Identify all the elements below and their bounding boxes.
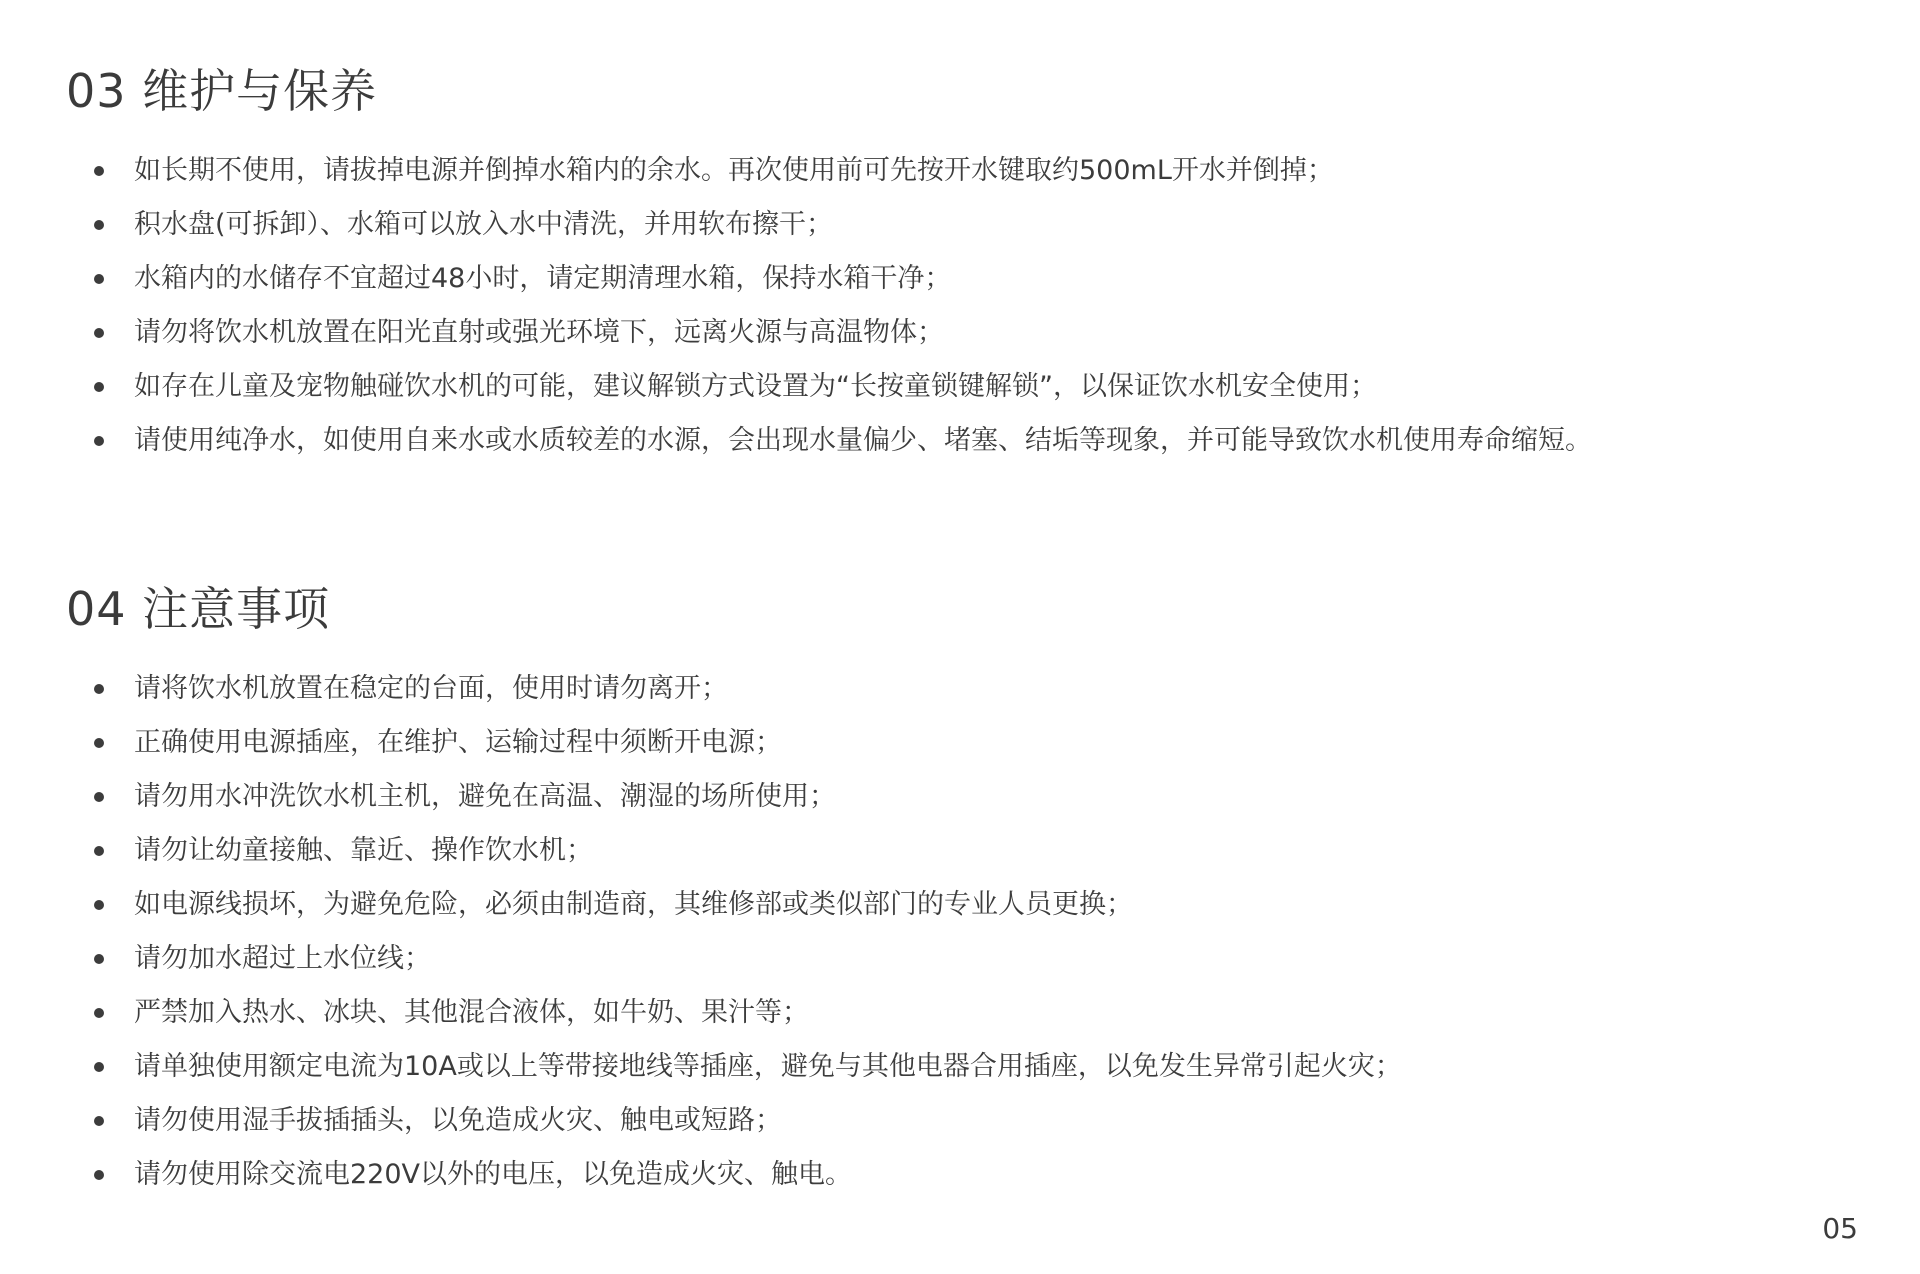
list-item <box>66 932 1846 986</box>
list-item <box>66 716 1846 770</box>
maintenance-list <box>66 144 1846 468</box>
bullet-icon <box>94 1062 104 1072</box>
list-item-text: 请勿使用除交流电220V以外的电压，以免造成火灾、触电。 <box>134 1159 853 1190</box>
section-title: 03 维护与保养 <box>66 64 378 118</box>
bullet-icon <box>94 846 104 856</box>
section-maintenance <box>66 64 1846 468</box>
list-item <box>66 824 1846 878</box>
section-title: 04 注意事项 <box>66 582 331 636</box>
list-item <box>66 770 1846 824</box>
list-item <box>66 878 1846 932</box>
bullet-icon <box>94 220 104 230</box>
list-item-text: 正确使用电源插座，在维护、运输过程中须断开电源； <box>134 727 782 758</box>
list-item-text: 请将饮水机放置在稳定的台面，使用时请勿离开； <box>134 673 728 704</box>
list-item-text: 请勿让幼童接触、靠近、操作饮水机； <box>134 835 593 866</box>
bullet-icon <box>94 1170 104 1180</box>
bullet-icon <box>94 684 104 694</box>
bullet-icon <box>94 900 104 910</box>
bullet-icon <box>94 738 104 748</box>
list-item-text: 请勿加水超过上水位线； <box>134 943 431 974</box>
list-item <box>66 306 1846 360</box>
list-item-text: 请勿用水冲洗饮水机主机，避免在高温、潮湿的场所使用； <box>134 781 836 812</box>
precautions-list <box>66 662 1846 1202</box>
bullet-icon <box>94 792 104 802</box>
list-item-text: 严禁加入热水、冰块、其他混合液体，如牛奶、果汁等； <box>134 997 809 1028</box>
list-item-text: 请使用纯净水，如使用自来水或水质较差的水源，会出现水量偏少、堵塞、结垢等现象，并可能导致饮水机使用寿命缩短。 <box>134 425 1592 456</box>
bullet-icon <box>94 274 104 284</box>
bullet-icon <box>94 166 104 176</box>
list-item <box>66 144 1846 198</box>
list-item <box>66 360 1846 414</box>
list-item-text: 如长期不使用，请拔掉电源并倒掉水箱内的余水。再次使用前可先按开水键取约500mL开水并倒掉； <box>134 155 1334 186</box>
list-item-text: 如电源线损坏，为避免危险，必须由制造商，其维修部或类似部门的专业人员更换； <box>134 889 1133 920</box>
list-item-text: 请勿使用湿手拔插插头，以免造成火灾、触电或短路； <box>134 1105 782 1136</box>
bullet-icon <box>94 954 104 964</box>
list-item <box>66 1148 1846 1202</box>
list-item <box>66 198 1846 252</box>
bullet-icon <box>94 1116 104 1126</box>
list-item-text: 如存在儿童及宠物触碰饮水机的可能，建议解锁方式设置为“长按童锁键解锁”，以保证饮水机安全使用； <box>134 371 1377 402</box>
list-item-text: 请单独使用额定电流为10A或以上等带接地线等插座，避免与其他电器合用插座，以免发生异常引起火灾； <box>134 1051 1402 1082</box>
list-item <box>66 986 1846 1040</box>
list-item <box>66 662 1846 716</box>
page-number: 05 <box>1822 1212 1858 1245</box>
list-item <box>66 1040 1846 1094</box>
bullet-icon <box>94 382 104 392</box>
list-item-text: 积水盘(可拆卸）、水箱可以放入水中清洗，并用软布擦干； <box>134 209 834 240</box>
list-item <box>66 1094 1846 1148</box>
bullet-icon <box>94 1008 104 1018</box>
list-item <box>66 252 1846 306</box>
section-precautions <box>66 582 1846 1202</box>
bullet-icon <box>94 328 104 338</box>
list-item-text: 请勿将饮水机放置在阳光直射或强光环境下，远离火源与高温物体； <box>134 317 944 348</box>
list-item <box>66 414 1846 468</box>
bullet-icon <box>94 436 104 446</box>
list-item-text: 水箱内的水储存不宜超过48小时，请定期清理水箱，保持水箱干净； <box>134 263 952 294</box>
